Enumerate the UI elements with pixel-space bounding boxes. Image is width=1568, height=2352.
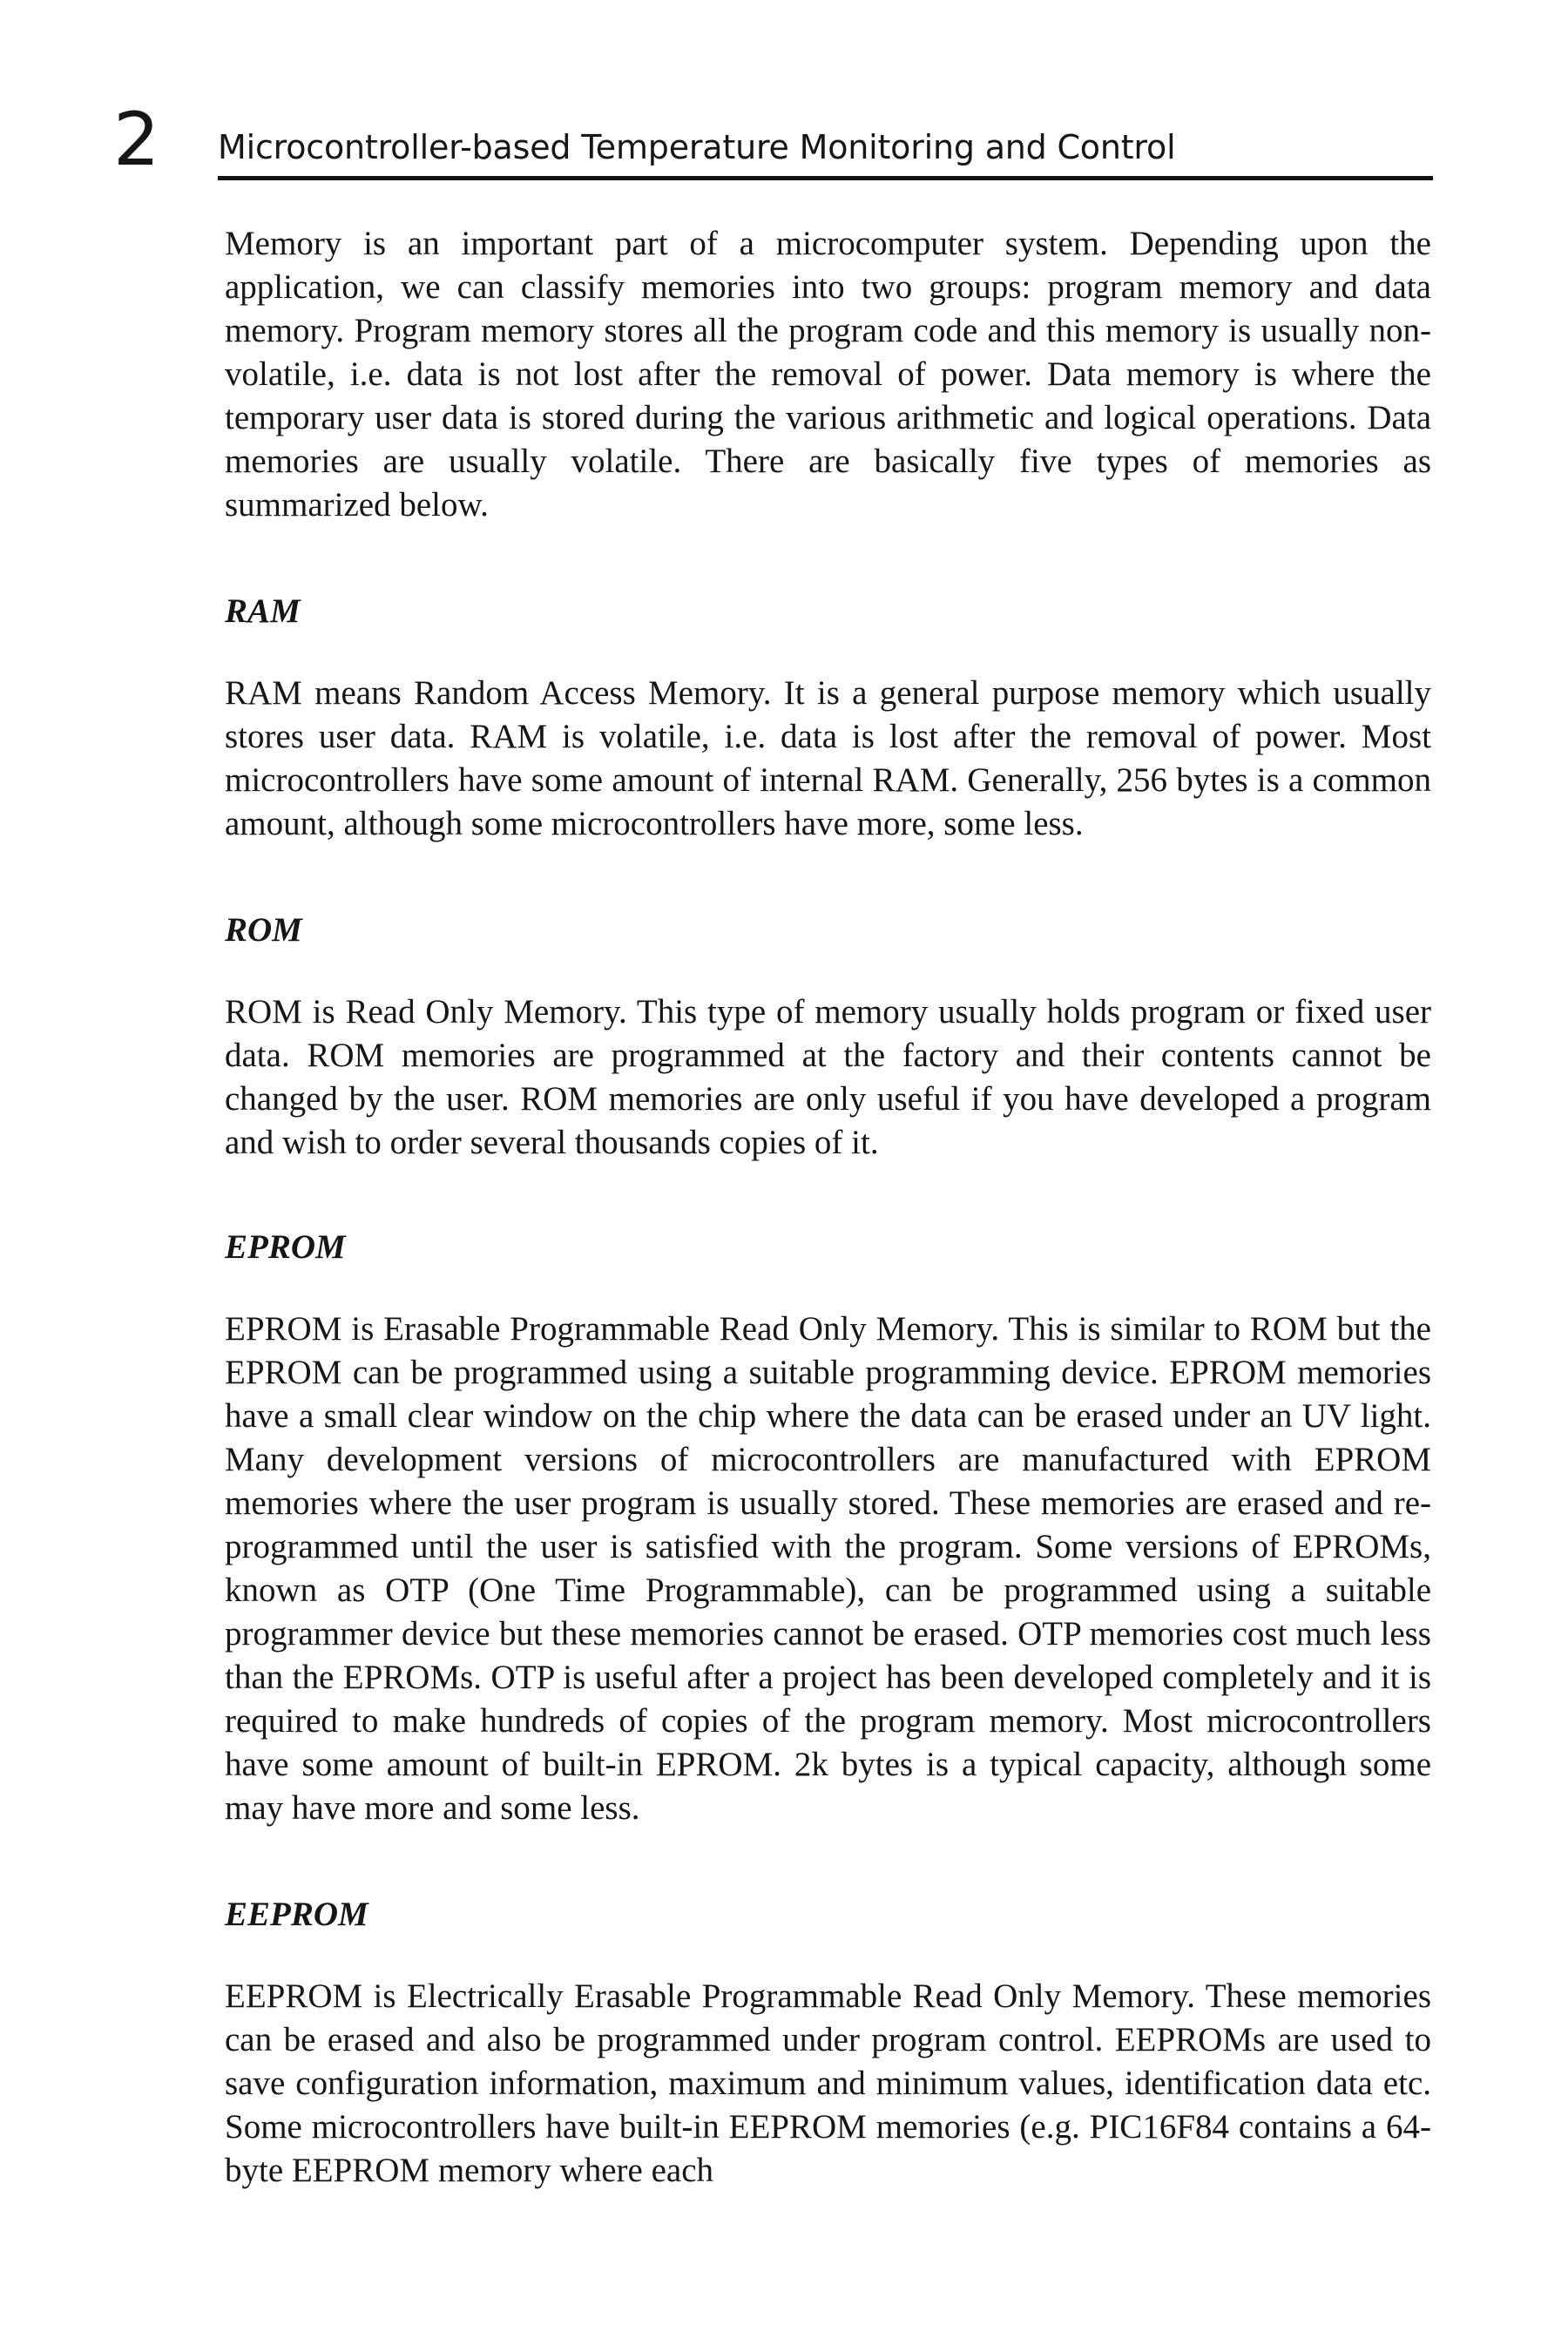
section-heading-rom: ROM <box>225 911 302 949</box>
section-heading-eeprom: EEPROM <box>225 1896 368 1933</box>
section-paragraph-eeprom: EEPROM is Electrically Erasable Programmable Read Only Memory. These memories can be erased and also be programmed under program control. EEPROMs are used to save configuration information, maximum and minimum values, identification data etc. Some microcontrollers have built-in EEPROM memories (e.g. PIC16F84 contains a 64-byte EEPROM memory where each <box>225 1977 1431 2189</box>
page-body <box>225 222 1431 2193</box>
section-paragraph-rom: ROM is Read Only Memory. This type of memory usually holds program or fixed user data. ROM memories are programmed at the factory and their contents cannot be changed by the user. ROM memories are only useful if you have developed a program and wish to order several thousands copies of it. <box>225 993 1431 1161</box>
header-rule <box>218 176 1433 180</box>
section-heading-eprom: EPROM <box>225 1228 346 1266</box>
section-eprom <box>225 1226 1431 1830</box>
section-ram <box>225 590 1431 846</box>
section-rom <box>225 909 1431 1165</box>
section-heading-ram: RAM <box>225 592 301 630</box>
intro-paragraph: Memory is an important part of a microcomputer system. Depending upon the application, we can classify memories into two groups: program memory and data memory. Program memory stores all the program code and this memory is usually non-volatile, i.e. data is not lost after the removal of power. Data memory is where the temporary user data is stored during the various arithmetic and logical operations. Data memories are usually volatile. There are basically five types of memories as summarized below. <box>225 225 1431 524</box>
section-paragraph-eprom: EPROM is Erasable Programmable Read Only Memory. This is similar to ROM but the EPROM can be programmed using a suitable programming device. EPROM memories have a small clear window on the chip where the data can be erased under an UV light. Many development versions of microcontrollers are manufactured with EPROM memories where the user program is usually stored. These memories are erased and re-programmed until the user is satisfied with the program. Some versions of EPROMs, known as OTP (One Time Programmable), can be programmed using a suitable programmer device but these memories cannot be erased. OTP memories cost much less than the EPROMs. OTP is useful after a project has been developed completely and it is required to make hundreds of copies of the program memory. Most microcontrollers have some amount of built-in EPROM. 2k bytes is a typical capacity, although some may have more and some less. <box>225 1310 1431 1827</box>
page-number: 2 <box>113 97 160 182</box>
section-eeprom <box>225 1893 1431 2193</box>
running-head-title: Microcontroller-based Temperature Monitoring and Control <box>218 128 1176 166</box>
section-paragraph-ram: RAM means Random Access Memory. It is a general purpose memory which usually stores user data. RAM is volatile, i.e. data is lost after the removal of power. Most microcontrollers have some amount of internal RAM. Generally, 256 bytes is a common amount, although some microcontrollers have more, some less. <box>225 674 1431 842</box>
